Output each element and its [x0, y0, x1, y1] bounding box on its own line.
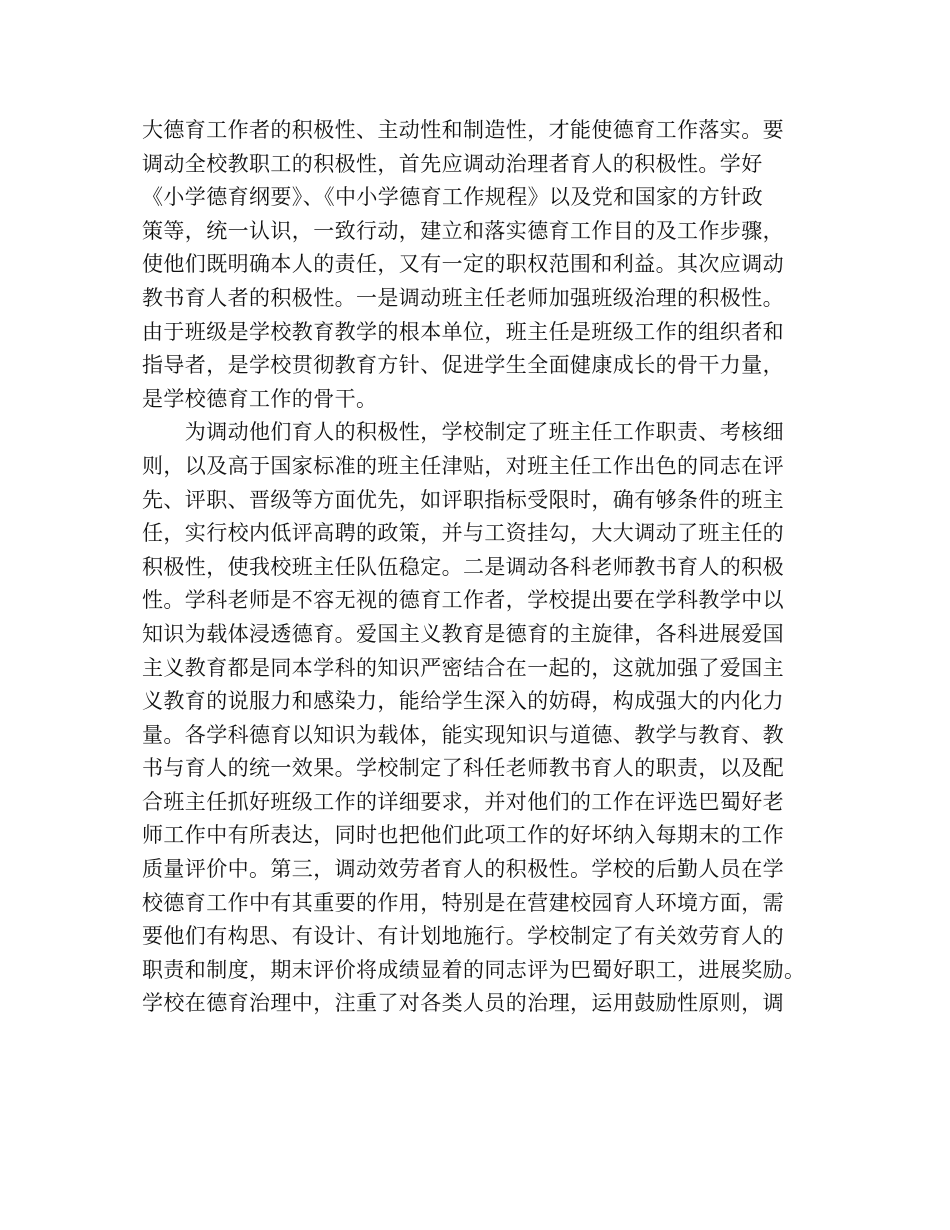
text-line: 策等，统一认识，一致行动，建立和落实德育工作目的及工作步骤，	[142, 218, 784, 243]
text-line: 校德育工作中有其重要的作用，特别是在营建校园育人环境方面，需	[142, 890, 784, 915]
text-line: 书与育人的统一效果。学校制定了科任老师教书育人的职责，以及配	[142, 756, 784, 781]
text-line: 性。学科老师是不容无视的德育工作者，学校提出要在学科教学中以	[142, 588, 784, 613]
text-line: 主义教育都是同本学科的知识严密结合在一起的，这就加强了爱国主	[142, 655, 784, 680]
text-line: 义教育的说服力和感染力，能给学生深入的妨碍，构成强大的内化力	[142, 689, 784, 714]
text-line: 量。各学科德育以知识为载体，能实现知识与道德、教学与教育、教	[142, 722, 784, 747]
text-line: 为调动他们育人的积极性，学校制定了班主任工作职责、考核细	[142, 420, 784, 445]
text-line: 使他们既明确本人的责任，又有一定的职权范围和利益。其次应调动	[142, 252, 784, 277]
text-line: 合班主任抓好班级工作的详细要求，并对他们的工作在评选巴蜀好老	[142, 789, 784, 814]
text-line: 先、评职、晋级等方面优先，如评职指标受限时，确有够条件的班主	[142, 487, 784, 512]
text-line: 调动全校教职工的积极性，首先应调动治理者育人的积极性。学好	[142, 151, 763, 176]
text-line: 是学校德育工作的骨干。	[142, 386, 378, 411]
text-line: 知识为载体浸透德育。爱国主义教育是德育的主旋律，各科进展爱国	[142, 621, 784, 646]
text-line: 学校在德育治理中，注重了对各类人员的治理，运用鼓励性原则，调	[142, 991, 784, 1016]
text-line: 指导者，是学校贯彻教育方针、促进学生全面健康成长的骨干力量，	[142, 353, 784, 378]
text-line: 师工作中有所表达，同时也把他们此项工作的好坏纳入每期末的工作	[142, 823, 784, 848]
text-line: 教书育人者的积极性。一是调动班主任老师加强班级治理的积极性。	[142, 285, 784, 310]
text-line: 任，实行校内低评高聘的政策，并与工资挂勾，大大调动了班主任的	[142, 521, 784, 546]
text-line: 质量评价中。第三，调动效劳者育人的积极性。学校的后勤人员在学	[142, 857, 784, 882]
text-line: 《小学德育纲要》、《中小学德育工作规程》以及党和国家的方针政	[142, 185, 763, 210]
text-line: 要他们有构思、有设计、有计划地施行。学校制定了有关效劳育人的	[142, 924, 784, 949]
body-text	[142, 114, 842, 1021]
text-line: 大德育工作者的积极性、主动性和制造性，才能使德育工作落实。要	[142, 118, 784, 142]
text-line: 则，以及高于国家标准的班主任津贴，对班主任工作出色的同志在评	[142, 453, 784, 478]
text-line: 积极性，使我校班主任队伍稳定。二是调动各科老师教书育人的积极	[142, 554, 784, 579]
text-line: 由于班级是学校教育教学的根本单位，班主任是班级工作的组织者和	[142, 319, 784, 344]
text-line: 职责和制度，期末评价将成绩显着的同志评为巴蜀好职工，进展奖励。	[142, 957, 806, 982]
